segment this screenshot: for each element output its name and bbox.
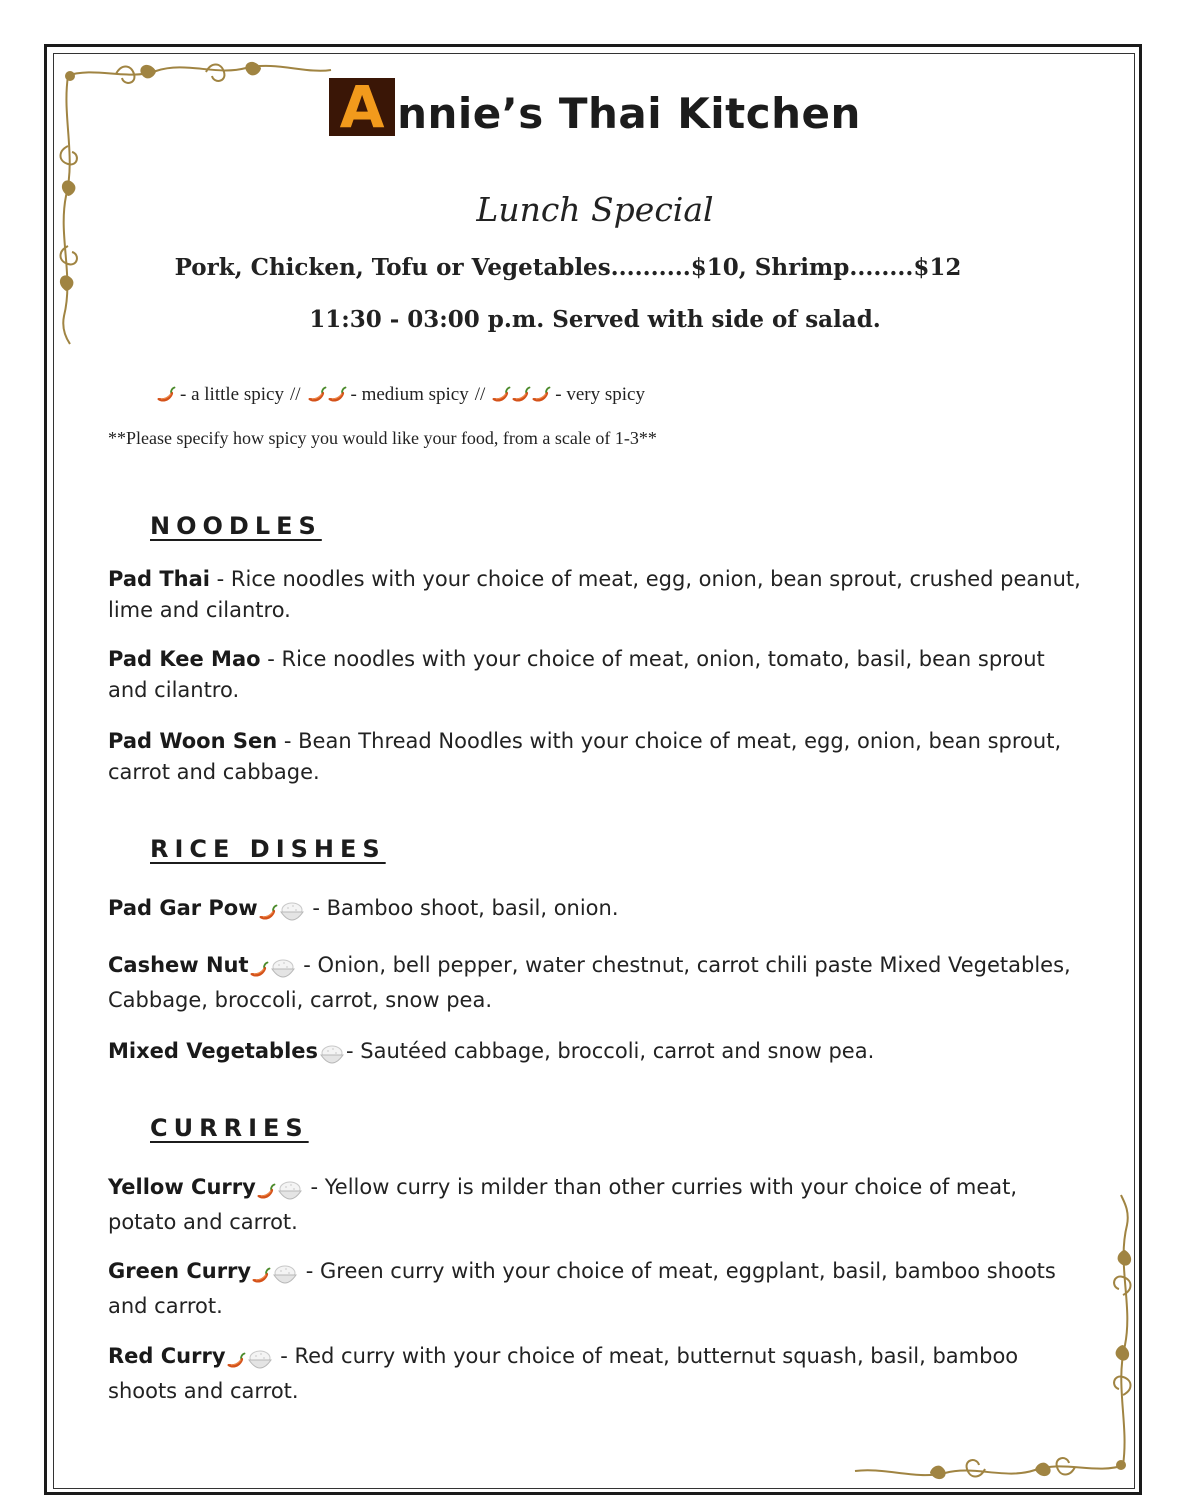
item-description: - Onion, bell pepper, water chestnut, carrot chili paste Mixed Vegetables, Cabbage, broccoli, carrot, snow pea. xyxy=(108,953,1071,1012)
item-name: Pad Woon Sen xyxy=(108,729,278,753)
item-description: - Red curry with your choice of meat, butternut squash, basil, bamboo shoots and carrot. xyxy=(108,1344,1019,1403)
chili-pepper-icon xyxy=(511,386,531,404)
menu-item xyxy=(108,1172,1088,1238)
chili-pepper-icon xyxy=(307,386,327,404)
rice-bowl-icon xyxy=(246,1348,274,1374)
lunch-special-prices: Pork, Chicken, Tofu or Vegetables..........$10, Shrimp........$12 xyxy=(174,254,962,281)
chili-pepper-icon xyxy=(249,961,269,979)
item-description: - Green curry with your choice of meat, eggplant, basil, bamboo shoots and carrot. xyxy=(108,1259,1056,1318)
rice-bowl-icon xyxy=(276,1179,304,1205)
menu-item xyxy=(108,950,1088,1016)
chili-pepper-icon xyxy=(258,904,278,922)
item-description: - Rice noodles with your choice of meat, egg, onion, bean sprout, crushed peanut, lime and cilantro. xyxy=(108,567,1081,622)
rice-bowl-icon xyxy=(318,1043,346,1069)
item-description: - Bamboo shoot, basil, onion. xyxy=(305,896,619,920)
chili-pepper-icon xyxy=(531,386,551,404)
chili-pepper-icon xyxy=(156,386,176,404)
item-name: Green Curry xyxy=(108,1259,252,1283)
logo-letter-box: A xyxy=(329,78,395,136)
menu-item xyxy=(108,1341,1088,1407)
menu-item xyxy=(108,893,1088,928)
legend-very-spicy: - very spicy xyxy=(555,384,645,405)
menu-item xyxy=(108,1256,1088,1322)
section-title-curries: CURRIES xyxy=(150,1114,309,1142)
item-name: Mixed Vegetables xyxy=(108,1039,319,1063)
chili-pepper-icon xyxy=(226,1352,246,1370)
chili-pepper-icon xyxy=(491,386,511,404)
item-name: Pad Gar Pow xyxy=(108,896,258,920)
item-name: Pad Kee Mao xyxy=(108,647,261,671)
legend-separator: // xyxy=(474,384,486,405)
chili-pepper-icon xyxy=(251,1267,271,1285)
item-description: - Bean Thread Noodles with your choice of meat, egg, onion, bean sprout, carrot and cabbage. xyxy=(108,729,1062,784)
legend-little-spicy: - a little spicy xyxy=(180,384,284,405)
rice-bowl-icon xyxy=(278,900,306,926)
item-name: Yellow Curry xyxy=(108,1175,256,1199)
item-name: Pad Thai xyxy=(108,567,210,591)
chili-pepper-icon xyxy=(327,386,347,404)
menu-item xyxy=(108,1036,1088,1071)
section-title-noodles: NOODLES xyxy=(150,512,322,540)
lunch-special-title: Lunch Special xyxy=(476,190,714,229)
menu-item xyxy=(108,564,1088,626)
legend-separator: // xyxy=(289,384,301,405)
chili-pepper-icon xyxy=(256,1183,276,1201)
item-description: - Yellow curry is milder than other curries with your choice of meat, potato and carrot. xyxy=(108,1175,1018,1234)
menu-item xyxy=(108,726,1088,788)
item-name: Red Curry xyxy=(108,1344,226,1368)
rice-bowl-icon xyxy=(271,1263,299,1289)
restaurant-logo xyxy=(0,73,1190,141)
menu-item xyxy=(108,644,1088,706)
rice-bowl-icon xyxy=(269,957,297,983)
lunch-special-hours: 11:30 - 03:00 p.m. Served with side of salad. xyxy=(309,306,881,333)
item-description: - Rice noodles with your choice of meat, onion, tomato, basil, bean sprout and cilantro. xyxy=(108,647,1045,702)
item-description: - Sautéed cabbage, broccoli, carrot and snow pea. xyxy=(346,1039,875,1063)
item-name: Cashew Nut xyxy=(108,953,249,977)
spice-legend xyxy=(156,384,645,406)
spice-note: **Please specify how spicy you would like your food, from a scale of 1-3** xyxy=(108,428,657,448)
restaurant-name: nnie’s Thai Kitchen xyxy=(397,89,861,138)
legend-medium-spicy: - medium spicy xyxy=(350,384,469,405)
section-title-rice-dishes: RICE DISHES xyxy=(150,835,386,863)
